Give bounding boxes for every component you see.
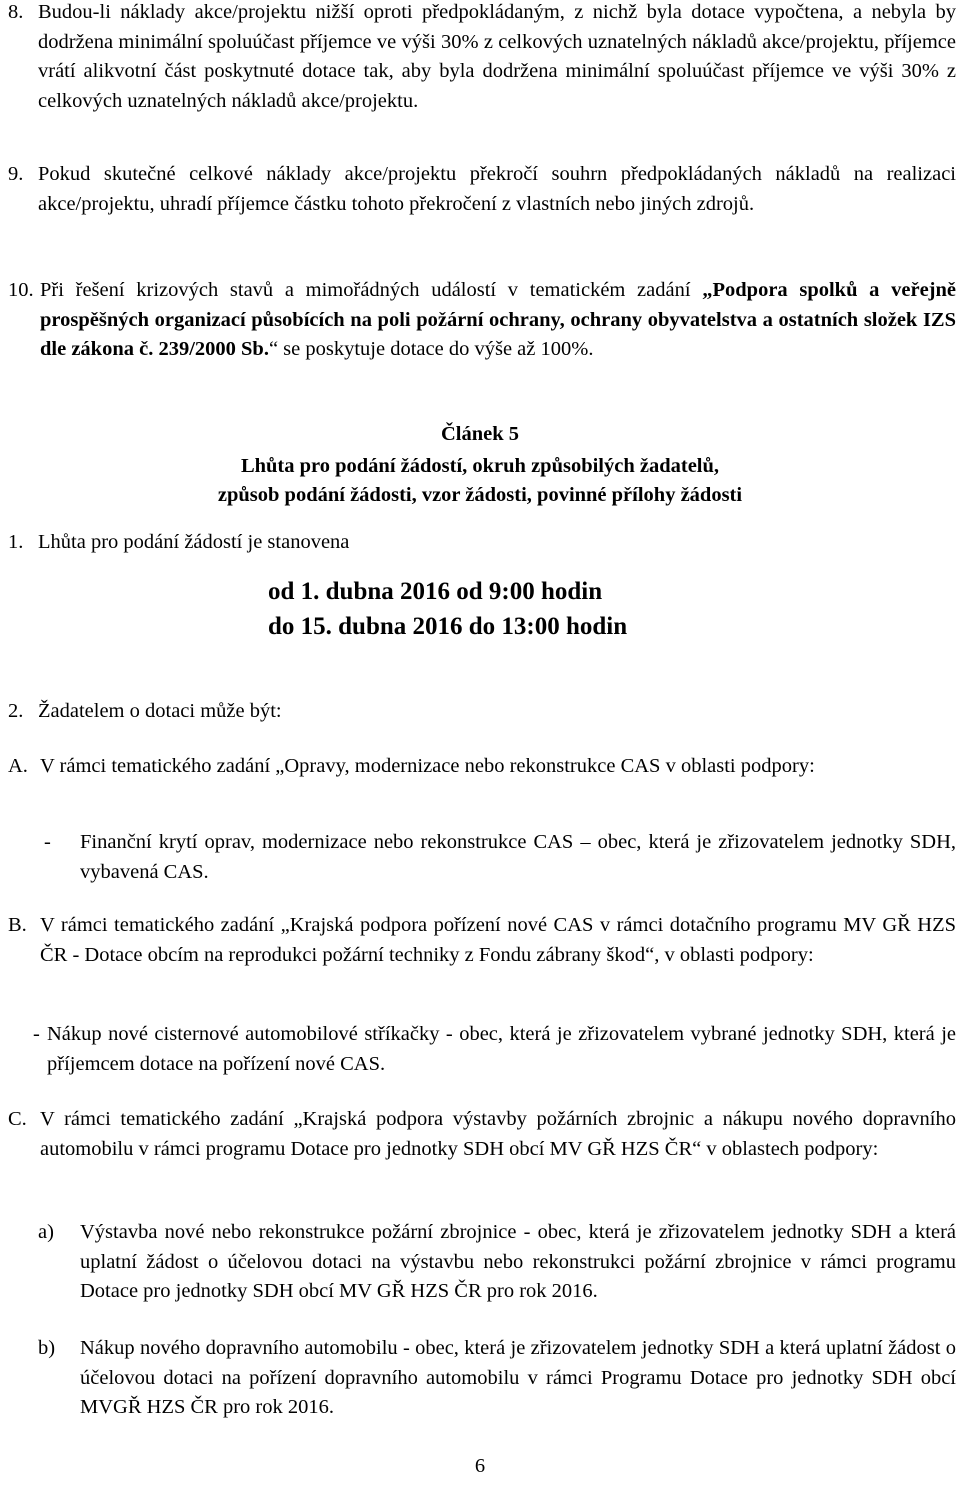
section-a-bullet <box>44 828 956 887</box>
article-subtitle-line2: způsob podání žádosti, vzor žádosti, povinné přílohy žádosti <box>217 484 743 506</box>
section-c <box>8 1105 956 1164</box>
section-a <box>8 752 956 782</box>
section-text: V rámci tematického zadání „Krajská podpora výstavby požárních zbrojnic a nákupu nového dopravního automobilu v rámci programu Dotace pro jednotky SDH obcí MV GŘ HZS ČR“ v oblastech podpory: <box>40 1108 956 1160</box>
bullet-dash: - <box>44 831 51 853</box>
paragraph-text: Pokud skutečné celkové náklady akce/projektu překročí souhrn předpokládaných nákladů na realizaci akce/projektu, uhradí příjemce částku tohoto překročení z vlastních nebo jiných zdrojů. <box>38 163 956 215</box>
section-letter: A. <box>8 755 28 777</box>
section-letter: C. <box>8 1108 27 1130</box>
deadline-to: do 15. dubna 2016 do 13:00 hodin <box>268 613 628 640</box>
bullet-dash: - <box>33 1023 40 1045</box>
bullet-text: Nákup nové cisternové automobilové stříkačky - obec, která je zřizovatelem vybrané jednotky SDH, která je příjemcem dotace na pořízení nové CAS. <box>47 1023 956 1075</box>
thematic-assignment-title: „Podpora spolků a veřejně prospěšných organizací působících na poli požární ochrany, ochrany obyvatelstva a ostatních složek IZS dle zákona č. 239/2000 Sb. <box>40 279 956 360</box>
section-letter: B. <box>8 914 27 936</box>
deadline-item <box>8 528 956 558</box>
paragraph-number: 8. <box>8 1 24 23</box>
paragraph-9 <box>8 160 956 219</box>
article-title: Článek 5 <box>440 423 520 445</box>
page-number: 6 <box>474 1455 486 1477</box>
item-text: Lhůta pro podání žádostí je stanovena <box>38 531 350 553</box>
applicants-item <box>8 697 956 727</box>
paragraph-8 <box>8 0 956 116</box>
paragraph-text-start: Při řešení krizových stavů a mimořádných událostí v tematickém zadání <box>40 279 703 301</box>
sub-item-label: b) <box>38 1337 56 1359</box>
section-b-bullet <box>33 1020 956 1079</box>
section-text: V rámci tematického zadání „Opravy, modernizace nebo rekonstrukce CAS v oblasti podpory: <box>40 755 815 777</box>
item-text: Žadatelem o dotaci může být: <box>38 700 282 722</box>
paragraph-text: Budou-li náklady akce/projektu nižší oproti předpokládaným, z nichž byla dotace vypočtena, a nebyla by dodržena minimální spoluúčast příjemce ve výši 30% z celkových uznatelných nákladů akce/projektu, příjemce vrátí alikvotní část poskytnuté dotace tak, aby byla dodržena minimální spoluúčast příjemce ve výši 30% z celkových uznatelných nákladů akce/projektu. <box>38 1 956 112</box>
sub-item-label: a) <box>38 1221 54 1243</box>
section-text: V rámci tematického zadání „Krajská podpora pořízení nové CAS v rámci dotačního programu MV GŘ HZS ČR - Dotace obcím na reprodukci požární techniky z Fondu zábrany škod“, v oblasti podpory: <box>40 914 956 966</box>
paragraph-text-end: “ se poskytuje dotace do výše až 100%. <box>268 338 594 360</box>
section-b <box>8 911 956 970</box>
paragraph-number: 10. <box>8 279 34 301</box>
paragraph-number: 9. <box>8 163 24 185</box>
item-number: 1. <box>8 531 24 553</box>
section-c-item-a <box>38 1218 956 1307</box>
paragraph-10 <box>8 276 956 365</box>
article-subtitle-line1: Lhůta pro podání žádostí, okruh způsobilých žadatelů, <box>240 455 720 477</box>
section-c-item-b <box>38 1334 956 1423</box>
item-number: 2. <box>8 700 24 722</box>
deadline-from: od 1. dubna 2016 od 9:00 hodin <box>268 578 603 605</box>
sub-item-text: Nákup nového dopravního automobilu - obec, která je zřizovatelem jednotky SDH a která uplatní žádost o účelovou dotaci na pořízení dopravního automobilu v rámci Programu Dotace pro jednotky SDH obcí MVGŘ HZS ČR pro rok 2016. <box>80 1337 956 1418</box>
bullet-text: Finanční krytí oprav, modernizace nebo rekonstrukce CAS – obec, která je zřizovatelem jednotky SDH, vybavená CAS. <box>80 831 956 883</box>
paragraph-text <box>8 276 956 365</box>
sub-item-text: Výstavba nové nebo rekonstrukce požární zbrojnice - obec, která je zřizovatelem jednotky SDH a která uplatní žádost o účelovou dotaci na výstavbu nebo rekonstrukci požární zbrojnice v rámci programu Dotace pro jednotky SDH obcí MV GŘ HZS ČR pro rok 2016. <box>80 1221 956 1302</box>
